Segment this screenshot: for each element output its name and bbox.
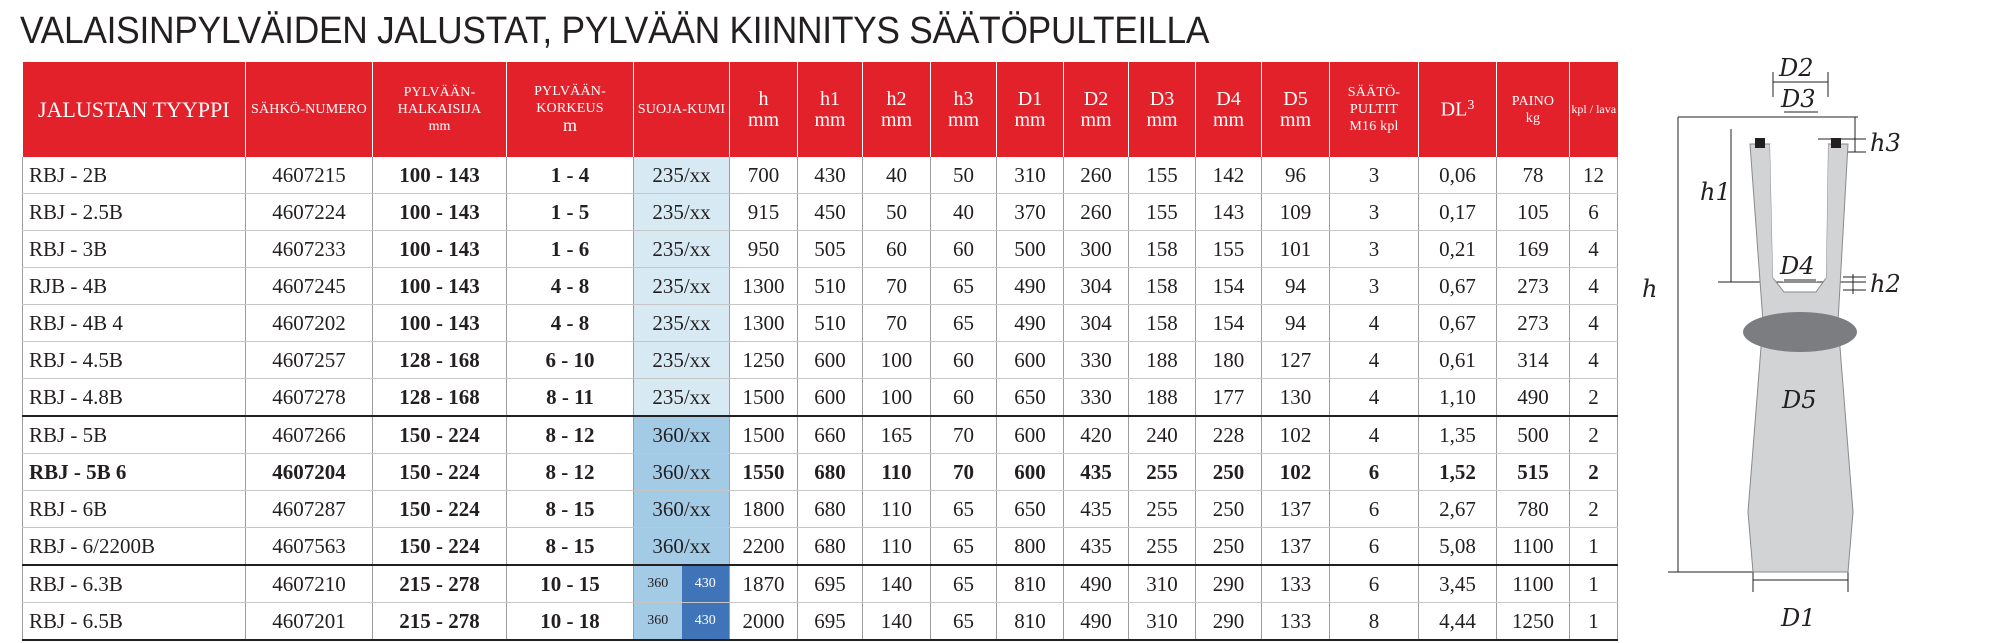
cell-h1: 695	[798, 603, 863, 641]
label-h: h	[1642, 275, 1658, 303]
cell-h1: 505	[798, 231, 863, 268]
cell-h1: 430	[798, 157, 863, 194]
cell-halkaisija: 128 - 168	[373, 379, 507, 417]
table-row	[23, 194, 1618, 231]
cell-suojakumi: 235/xx	[634, 305, 730, 342]
cell-h3: 50	[931, 157, 997, 194]
cell-tyyppi: RBJ - 6/2200B	[23, 528, 246, 566]
cell-dl: 3,45	[1419, 565, 1497, 603]
cell-paino: 1100	[1497, 565, 1570, 603]
cell-paino: 1250	[1497, 603, 1570, 641]
cell-korkeus: 8 - 12	[507, 454, 634, 491]
cell-tyyppi: RBJ - 4.5B	[23, 342, 246, 379]
table-row	[23, 528, 1618, 566]
cell-h1: 680	[798, 454, 863, 491]
cell-d4: 180	[1196, 342, 1262, 379]
col-header-d3: D3 mm	[1129, 62, 1196, 157]
cell-h: 950	[730, 231, 798, 268]
cell-kpl: 4	[1570, 268, 1618, 305]
cell-h2: 165	[863, 416, 931, 454]
cell-h1: 680	[798, 491, 863, 528]
cell-h3: 60	[931, 342, 997, 379]
cell-saatopultit: 3	[1330, 194, 1419, 231]
cell-h2: 140	[863, 603, 931, 641]
cell-dl: 1,35	[1419, 416, 1497, 454]
cell-d5: 101	[1262, 231, 1330, 268]
label-d1: D1	[1781, 604, 1816, 632]
cell-saatopultit: 6	[1330, 528, 1419, 566]
cell-h2: 40	[863, 157, 931, 194]
cell-suojakumi: 235/xx	[634, 268, 730, 305]
cell-suojakumi	[634, 603, 730, 641]
label-h3: h3	[1870, 129, 1901, 157]
cell-d4: 155	[1196, 231, 1262, 268]
cell-suojakumi: 360/xx	[634, 528, 730, 566]
cell-numero: 4607204	[246, 454, 373, 491]
col-header-numero: SÄHKÖ-NUMERO	[246, 62, 373, 157]
cell-h3: 65	[931, 528, 997, 566]
rubber-ring-shape	[1743, 312, 1857, 352]
table-row	[23, 379, 1618, 417]
col-header-saatopultit: SÄÄTÖ-PULTIT M16 kpl	[1330, 62, 1419, 157]
cell-suojakumi: 360/xx	[634, 454, 730, 491]
label-d3: D3	[1781, 85, 1816, 113]
header-row	[23, 62, 1618, 157]
cell-d1: 500	[997, 231, 1064, 268]
cell-kpl: 2	[1570, 491, 1618, 528]
cell-tyyppi: RBJ - 6.3B	[23, 565, 246, 603]
col-header-kpl: kpl / lava	[1570, 62, 1618, 157]
label-h1: h1	[1700, 178, 1731, 206]
table-row	[23, 157, 1618, 194]
rubber-360: 360	[634, 603, 682, 639]
label-d4: D4	[1780, 252, 1815, 280]
cell-korkeus: 4 - 8	[507, 268, 634, 305]
col-header-h2: h2 mm	[863, 62, 931, 157]
cell-halkaisija: 100 - 143	[373, 305, 507, 342]
cell-tyyppi: RBJ - 5B 6	[23, 454, 246, 491]
cell-d4: 177	[1196, 379, 1262, 417]
cell-halkaisija: 128 - 168	[373, 342, 507, 379]
cell-paino: 1100	[1497, 528, 1570, 566]
cell-suojakumi: 360/xx	[634, 491, 730, 528]
cell-dl: 0,67	[1419, 268, 1497, 305]
cell-h: 2200	[730, 528, 798, 566]
cell-d1: 370	[997, 194, 1064, 231]
cell-d1: 650	[997, 491, 1064, 528]
cell-h3: 65	[931, 491, 997, 528]
table-row	[23, 603, 1618, 641]
cell-suojakumi	[634, 565, 730, 603]
cell-h1: 695	[798, 565, 863, 603]
cell-h1: 510	[798, 268, 863, 305]
table-row	[23, 268, 1618, 305]
table-row	[23, 416, 1618, 454]
cell-numero: 4607224	[246, 194, 373, 231]
cell-d3: 240	[1129, 416, 1196, 454]
cell-halkaisija: 215 - 278	[373, 603, 507, 641]
cell-h: 2000	[730, 603, 798, 641]
cell-suojakumi: 360/xx	[634, 416, 730, 454]
cell-saatopultit: 3	[1330, 231, 1419, 268]
cell-d4: 250	[1196, 454, 1262, 491]
table-row	[23, 231, 1618, 268]
cell-d5: 94	[1262, 305, 1330, 342]
col-header-h1: h1 mm	[798, 62, 863, 157]
cell-d1: 600	[997, 454, 1064, 491]
cell-kpl: 12	[1570, 157, 1618, 194]
col-header-d1: D1 mm	[997, 62, 1064, 157]
table-row	[23, 491, 1618, 528]
table-row	[23, 305, 1618, 342]
cell-halkaisija: 150 - 224	[373, 416, 507, 454]
cell-kpl: 4	[1570, 305, 1618, 342]
cell-h2: 100	[863, 379, 931, 417]
cell-paino: 500	[1497, 416, 1570, 454]
cell-h1: 510	[798, 305, 863, 342]
cell-suojakumi: 235/xx	[634, 194, 730, 231]
cell-korkeus: 8 - 15	[507, 528, 634, 566]
cell-d2: 435	[1064, 491, 1129, 528]
cell-d3: 310	[1129, 603, 1196, 641]
cell-halkaisija: 150 - 224	[373, 454, 507, 491]
cell-suojakumi: 235/xx	[634, 379, 730, 417]
cell-d1: 800	[997, 528, 1064, 566]
cell-numero: 4607266	[246, 416, 373, 454]
cell-tyyppi: RBJ - 4.8B	[23, 379, 246, 417]
cell-d3: 158	[1129, 231, 1196, 268]
cell-d3: 155	[1129, 194, 1196, 231]
cell-korkeus: 6 - 10	[507, 342, 634, 379]
cell-kpl: 4	[1570, 342, 1618, 379]
cell-korkeus: 8 - 12	[507, 416, 634, 454]
cell-dl: 0,67	[1419, 305, 1497, 342]
cell-h: 1300	[730, 305, 798, 342]
cell-d5: 109	[1262, 194, 1330, 231]
cell-d5: 137	[1262, 528, 1330, 566]
cell-d2: 420	[1064, 416, 1129, 454]
cell-h2: 140	[863, 565, 931, 603]
base-diagram	[1638, 52, 2008, 643]
cell-d4: 142	[1196, 157, 1262, 194]
cell-kpl: 2	[1570, 454, 1618, 491]
cell-dl: 0,61	[1419, 342, 1497, 379]
cell-numero: 4607245	[246, 268, 373, 305]
cell-d2: 304	[1064, 268, 1129, 305]
col-header-d2: D2 mm	[1064, 62, 1129, 157]
cell-h: 1550	[730, 454, 798, 491]
cell-numero: 4607202	[246, 305, 373, 342]
cell-d4: 143	[1196, 194, 1262, 231]
cell-d3: 188	[1129, 342, 1196, 379]
col-header-suojakumi: SUOJA-KUMI	[634, 62, 730, 157]
cell-korkeus: 1 - 6	[507, 231, 634, 268]
cell-d3: 155	[1129, 157, 1196, 194]
cell-d2: 330	[1064, 379, 1129, 417]
cell-halkaisija: 100 - 143	[373, 231, 507, 268]
cell-h3: 65	[931, 268, 997, 305]
cell-d5: 133	[1262, 565, 1330, 603]
cell-d1: 650	[997, 379, 1064, 417]
rubber-360: 360	[634, 566, 682, 602]
cell-paino: 273	[1497, 305, 1570, 342]
table-row	[23, 454, 1618, 491]
cell-d5: 130	[1262, 379, 1330, 417]
label-d2: D2	[1779, 54, 1814, 82]
cell-d5: 94	[1262, 268, 1330, 305]
cell-paino: 314	[1497, 342, 1570, 379]
cell-saatopultit: 4	[1330, 379, 1419, 417]
cell-h: 1870	[730, 565, 798, 603]
cell-d2: 330	[1064, 342, 1129, 379]
rubber-430: 430	[682, 566, 730, 602]
cell-korkeus: 8 - 15	[507, 491, 634, 528]
cell-tyyppi: RJB - 4B	[23, 268, 246, 305]
cell-h: 1500	[730, 379, 798, 417]
cell-d2: 260	[1064, 157, 1129, 194]
cell-kpl: 1	[1570, 528, 1618, 566]
cell-d3: 255	[1129, 528, 1196, 566]
cell-numero: 4607287	[246, 491, 373, 528]
cell-numero: 4607201	[246, 603, 373, 641]
cell-d2: 435	[1064, 528, 1129, 566]
cell-h1: 600	[798, 342, 863, 379]
cell-dl: 0,17	[1419, 194, 1497, 231]
cell-h3: 65	[931, 603, 997, 641]
cell-kpl: 2	[1570, 379, 1618, 417]
cell-d1: 600	[997, 416, 1064, 454]
cell-halkaisija: 215 - 278	[373, 565, 507, 603]
cell-d1: 490	[997, 305, 1064, 342]
cell-saatopultit: 4	[1330, 416, 1419, 454]
cell-dl: 0,21	[1419, 231, 1497, 268]
cell-d4: 154	[1196, 268, 1262, 305]
col-header-tyyppi: JALUSTAN TYYPPI	[23, 62, 246, 157]
cell-d2: 260	[1064, 194, 1129, 231]
cell-kpl: 6	[1570, 194, 1618, 231]
cell-tyyppi: RBJ - 2.5B	[23, 194, 246, 231]
cell-d3: 310	[1129, 565, 1196, 603]
cell-paino: 780	[1497, 491, 1570, 528]
cell-h2: 70	[863, 305, 931, 342]
col-header-korkeus: PYLVÄÄN-KORKEUS m	[507, 62, 634, 157]
cell-d1: 490	[997, 268, 1064, 305]
cell-d3: 188	[1129, 379, 1196, 417]
cell-h2: 100	[863, 342, 931, 379]
cell-kpl: 4	[1570, 231, 1618, 268]
cell-tyyppi: RBJ - 6B	[23, 491, 246, 528]
cell-d2: 435	[1064, 454, 1129, 491]
cell-h: 1300	[730, 268, 798, 305]
cell-h2: 110	[863, 528, 931, 566]
cell-numero: 4607233	[246, 231, 373, 268]
cell-paino: 105	[1497, 194, 1570, 231]
cell-suojakumi: 235/xx	[634, 342, 730, 379]
cell-h3: 65	[931, 305, 997, 342]
cell-h: 915	[730, 194, 798, 231]
cell-d5: 127	[1262, 342, 1330, 379]
cell-d2: 490	[1064, 565, 1129, 603]
rubber-430: 430	[682, 603, 730, 639]
cell-tyyppi: RBJ - 6.5B	[23, 603, 246, 641]
label-h2: h2	[1870, 270, 1901, 298]
cell-h3: 70	[931, 416, 997, 454]
cell-h2: 110	[863, 491, 931, 528]
cell-d4: 154	[1196, 305, 1262, 342]
cell-d1: 310	[997, 157, 1064, 194]
cell-paino: 78	[1497, 157, 1570, 194]
cell-numero: 4607210	[246, 565, 373, 603]
cell-saatopultit: 6	[1330, 565, 1419, 603]
cell-h3: 60	[931, 231, 997, 268]
cell-d3: 255	[1129, 454, 1196, 491]
col-header-halkaisija: PYLVÄÄN-HALKAISIJA mm	[373, 62, 507, 157]
cell-dl: 1,52	[1419, 454, 1497, 491]
cell-d2: 304	[1064, 305, 1129, 342]
cell-h1: 450	[798, 194, 863, 231]
col-header-d4: D4 mm	[1196, 62, 1262, 157]
cell-saatopultit: 8	[1330, 603, 1419, 641]
cell-h: 1250	[730, 342, 798, 379]
cell-paino: 490	[1497, 379, 1570, 417]
cell-d5: 133	[1262, 603, 1330, 641]
cell-d5: 96	[1262, 157, 1330, 194]
col-header-paino: PAINO kg	[1497, 62, 1570, 157]
cell-saatopultit: 4	[1330, 342, 1419, 379]
cell-dl: 5,08	[1419, 528, 1497, 566]
cell-h3: 65	[931, 565, 997, 603]
cell-d4: 250	[1196, 491, 1262, 528]
cell-kpl: 1	[1570, 565, 1618, 603]
cell-halkaisija: 150 - 224	[373, 528, 507, 566]
cell-d3: 158	[1129, 305, 1196, 342]
cell-d5: 137	[1262, 491, 1330, 528]
label-d5: D5	[1782, 386, 1817, 414]
cell-halkaisija: 100 - 143	[373, 194, 507, 231]
cell-numero: 4607257	[246, 342, 373, 379]
cell-korkeus: 4 - 8	[507, 305, 634, 342]
cell-korkeus: 10 - 18	[507, 603, 634, 641]
cell-d1: 810	[997, 565, 1064, 603]
cell-numero: 4607563	[246, 528, 373, 566]
cell-d5: 102	[1262, 454, 1330, 491]
cell-d2: 300	[1064, 231, 1129, 268]
cell-paino: 273	[1497, 268, 1570, 305]
cell-saatopultit: 3	[1330, 157, 1419, 194]
cell-dl: 2,67	[1419, 491, 1497, 528]
cell-saatopultit: 4	[1330, 305, 1419, 342]
cell-suojakumi: 235/xx	[634, 231, 730, 268]
cell-dl: 0,06	[1419, 157, 1497, 194]
cell-d4: 290	[1196, 603, 1262, 641]
cell-halkaisija: 150 - 224	[373, 491, 507, 528]
col-header-d5: D5 mm	[1262, 62, 1330, 157]
cell-h2: 60	[863, 231, 931, 268]
cell-h: 1500	[730, 416, 798, 454]
cell-korkeus: 1 - 5	[507, 194, 634, 231]
cell-d2: 490	[1064, 603, 1129, 641]
cell-d1: 600	[997, 342, 1064, 379]
cell-suojakumi: 235/xx	[634, 157, 730, 194]
cell-korkeus: 1 - 4	[507, 157, 634, 194]
cell-h2: 50	[863, 194, 931, 231]
cell-d3: 158	[1129, 268, 1196, 305]
cell-kpl: 1	[1570, 603, 1618, 641]
cell-numero: 4607215	[246, 157, 373, 194]
cell-dl: 1,10	[1419, 379, 1497, 417]
cell-h1: 660	[798, 416, 863, 454]
cell-h2: 110	[863, 454, 931, 491]
cell-h1: 680	[798, 528, 863, 566]
col-header-h: h mm	[730, 62, 798, 157]
table-row	[23, 342, 1618, 379]
cell-h: 1800	[730, 491, 798, 528]
cell-tyyppi: RBJ - 2B	[23, 157, 246, 194]
cell-tyyppi: RBJ - 5B	[23, 416, 246, 454]
cell-d5: 102	[1262, 416, 1330, 454]
cell-saatopultit: 3	[1330, 268, 1419, 305]
cell-saatopultit: 6	[1330, 491, 1419, 528]
cell-h: 700	[730, 157, 798, 194]
col-header-dl: $DL^3$	[1419, 62, 1497, 157]
cell-tyyppi: RBJ - 3B	[23, 231, 246, 268]
cell-d1: 810	[997, 603, 1064, 641]
cell-d4: 290	[1196, 565, 1262, 603]
cell-h2: 70	[863, 268, 931, 305]
cell-dl: 4,44	[1419, 603, 1497, 641]
cell-korkeus: 10 - 15	[507, 565, 634, 603]
cell-d4: 228	[1196, 416, 1262, 454]
cell-tyyppi: RBJ - 4B 4	[23, 305, 246, 342]
cell-saatopultit: 6	[1330, 454, 1419, 491]
cell-d4: 250	[1196, 528, 1262, 566]
cell-kpl: 2	[1570, 416, 1618, 454]
cell-d3: 255	[1129, 491, 1196, 528]
page-title: VALAISINPYLVÄIDEN JALUSTAT, PYLVÄÄN KIINNITYS SÄÄTÖPULTEILLA	[20, 10, 1210, 52]
cell-paino: 515	[1497, 454, 1570, 491]
base-body-shape	[1748, 144, 1853, 572]
specs-table	[22, 62, 1618, 641]
col-header-h3: h3 mm	[931, 62, 997, 157]
cell-h3: 40	[931, 194, 997, 231]
cell-h1: 600	[798, 379, 863, 417]
table-row	[23, 565, 1618, 603]
cell-h3: 70	[931, 454, 997, 491]
cell-halkaisija: 100 - 143	[373, 157, 507, 194]
cell-paino: 169	[1497, 231, 1570, 268]
cell-numero: 4607278	[246, 379, 373, 417]
cell-h3: 60	[931, 379, 997, 417]
cell-korkeus: 8 - 11	[507, 379, 634, 417]
cell-halkaisija: 100 - 143	[373, 268, 507, 305]
